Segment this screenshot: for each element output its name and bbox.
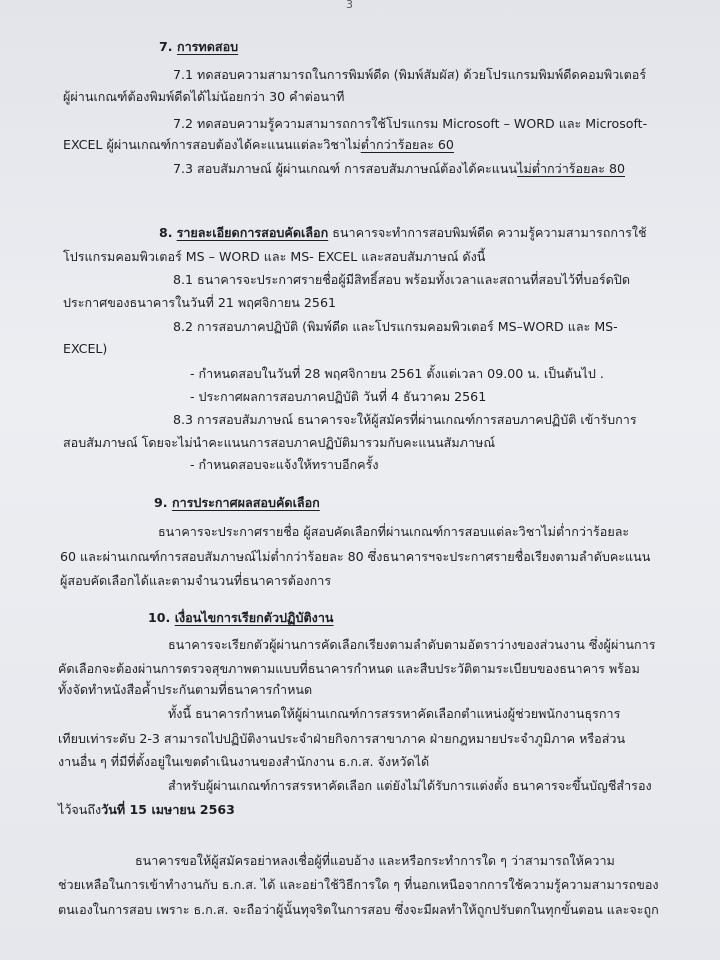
s7-line-5-underlined: ไม่ต่ำกว่าร้อยละ 80 [517,161,625,176]
s9-line-3: ผู้สอบคัดเลือกได้และตามจำนวนที่ธนาคารต้องการ [60,573,332,588]
s8-line-9: 8.3 การสอบสัมภาษณ์ ธนาคารจะให้ผู้สมัครที่ผ่านเกณฑ์การสอบภาคปฏิบัติ เข้ารับการ [173,412,637,427]
s10-line-7: สำหรับผู้ผ่านเกณฑ์การสรรหาคัดเลือก แต่ยังไม่ได้รับการแต่งตั้ง ธนาคารจะขึ้นบัญชีสำรอง [168,778,652,793]
s7-line-4-text: EXCEL ผู้ผ่านเกณฑ์การสอบต้องได้คะแนนแต่ละวิชาไม่ [63,137,361,152]
section-7-number: 7. [159,39,173,54]
s9-line-1: ธนาคารจะประกาศรายชื่อ ผู้สอบคัดเลือกที่ผ่านเกณฑ์การสอบแต่ละวิชาไม่ต่ำกว่าร้อยละ [158,524,630,539]
s7-line-3: 7.2 ทดสอบความรู้ความสามารถการใช้โปรแกรม Microsoft – WORD และ Microsoft- [173,116,648,131]
section-8-title: รายละเอียดการสอบคัดเลือก [176,225,329,240]
s10-line-4: ทั้งนี้ ธนาคารกำหนดให้ผู้ผ่านเกณฑ์การสรรหาคัดเลือกตำแหน่งผู้ช่วยพนักงานธุรการ [168,706,621,721]
s8-bullet-1: - กำหนดสอบในวันที่ 28 พฤศจิกายน 2561 ตั้งแต่เวลา 09.00 น. เป็นต้นไป . [190,366,604,381]
s10-line-6: งานอื่น ๆ ที่มีที่ตั้งอยู่ในเขตดำเนินงานของสำนักงาน ธ.ก.ส. จังหวัดได้ [58,754,430,769]
warning-line-2: ช่วยเหลือในการเข้าทำงานกับ ธ.ก.ส. ได้ และอย่าใช้วิธีการใด ๆ ที่นอกเหนือจากการใช้ความรู้ความสามารถของ [58,877,659,892]
s10-line-3: ทั้งจัดทำหนังสือค้ำประกันตามที่ธนาคารกำหนด [58,682,313,697]
s10-deadline-date: วันที่ 15 เมษายน 2563 [101,802,235,817]
s7-line-4 [63,136,454,154]
s7-line-2: ผู้ผ่านเกณฑ์ต้องพิมพ์ดีดได้ไม่น้อยกว่า 30 คำต่อนาที [63,89,345,104]
section-10-heading [148,609,334,627]
s8-line-4: ประกาศของธนาคารในวันที่ 21 พฤศจิกายน 2561 [63,295,336,310]
section-8-intro: ธนาคารจะทำการสอบพิมพ์ดีด ความรู้ความสามารถการใช้ [328,225,647,240]
s10-line-1: ธนาคารจะเรียกตัวผู้ผ่านการคัดเลือกเรียงตามลำดับตามอัตราว่างของส่วนงาน ซึ่งผู้ผ่านการ [168,637,656,652]
s8-bullet-3: - กำหนดสอบจะแจ้งให้ทราบอีกครั้ง [190,457,379,472]
s7-line-5-text: 7.3 สอบสัมภาษณ์ ผู้ผ่านเกณฑ์ การสอบสัมภาษณ์ต้องได้คะแนน [173,161,518,176]
section-9-number: 9. [154,495,168,510]
s7-line-4-underlined: ต่ำกว่าร้อยละ 60 [360,137,454,152]
section-9-title: การประกาศผลสอบคัดเลือก [171,495,320,510]
s10-line-8 [58,801,235,819]
s8-line-5: 8.2 การสอบภาคปฏิบัติ (พิมพ์ดีด และโปรแกรมคอมพิวเตอร์ MS–WORD และ MS- [173,319,618,334]
s8-line-2: โปรแกรมคอมพิวเตอร์ MS – WORD และ MS- EXCEL และสอบสัมภาษณ์ ดังนี้ [63,249,486,264]
warning-line-3: ตนเองในการสอบ เพราะ ธ.ก.ส. จะถือว่าผู้นั้นทุจริตในการสอบ ซึ่งจะมีผลทำให้ถูกปรับตกในทุกขั้นตอน และจะถูก [58,902,659,917]
s8-line-6: EXCEL) [63,341,108,356]
warning-line-1: ธนาคารขอให้ผู้สมัครอย่าหลงเชื่อผู้ที่แอบอ้าง และหรือกระทำการใด ๆ ว่าสามารถให้ความ [135,853,615,868]
s8-line-3: 8.1 ธนาคารจะประกาศรายชื่อผู้มีสิทธิ์สอบ พร้อมทั้งเวลาและสถานที่สอบไว้ที่บอร์ดปิด [173,272,631,287]
section-9-heading [154,494,320,512]
section-7-title: การทดสอบ [176,39,239,54]
s10-line-5: เทียบเท่าระดับ 2-3 สามารถไปปฏิบัติงานประจำฝ่ายกิจการสาขาภาค ฝ่ายกฎหมายประจำภูมิภาค หรือส่วน [58,731,626,746]
section-8-heading [159,224,647,242]
page-number: 3 [346,0,353,11]
section-10-number: 10. [148,610,171,625]
s7-line-5 [173,160,625,178]
section-8-number: 8. [159,225,173,240]
s8-bullet-2: - ประกาศผลการสอบภาคปฏิบัติ วันที่ 4 ธันวาคม 2561 [190,389,487,404]
s8-line-10: สอบสัมภาษณ์ โดยจะไม่นำคะแนนการสอบภาคปฏิบัติมารวมกับคะแนนสัมภาษณ์ [63,435,496,450]
section-7-heading [159,38,238,56]
section-10-title: เงื่อนไขการเรียกตัวปฏิบัติงาน [174,610,334,625]
s10-line-8-text: ไว้จนถึง [58,802,102,817]
s10-line-2: คัดเลือกจะต้องผ่านการตรวจสุขภาพตามแบบที่ธนาคารกำหนด และสืบประวัติตามระเบียบของธนาคาร พร้อม [58,661,640,676]
s7-line-1: 7.1 ทดสอบความสามารถในการพิมพ์ดีด (พิมพ์สัมผัส) ด้วยโปรแกรมพิมพ์ดีดคอมพิวเตอร์ [173,67,647,82]
s9-line-2: 60 และผ่านเกณฑ์การสอบสัมภาษณ์ไม่ต่ำกว่าร้อยละ 80 ซึ่งธนาคารฯจะประกาศรายชื่อเรียงตามลำดับคะแนน [60,549,651,564]
